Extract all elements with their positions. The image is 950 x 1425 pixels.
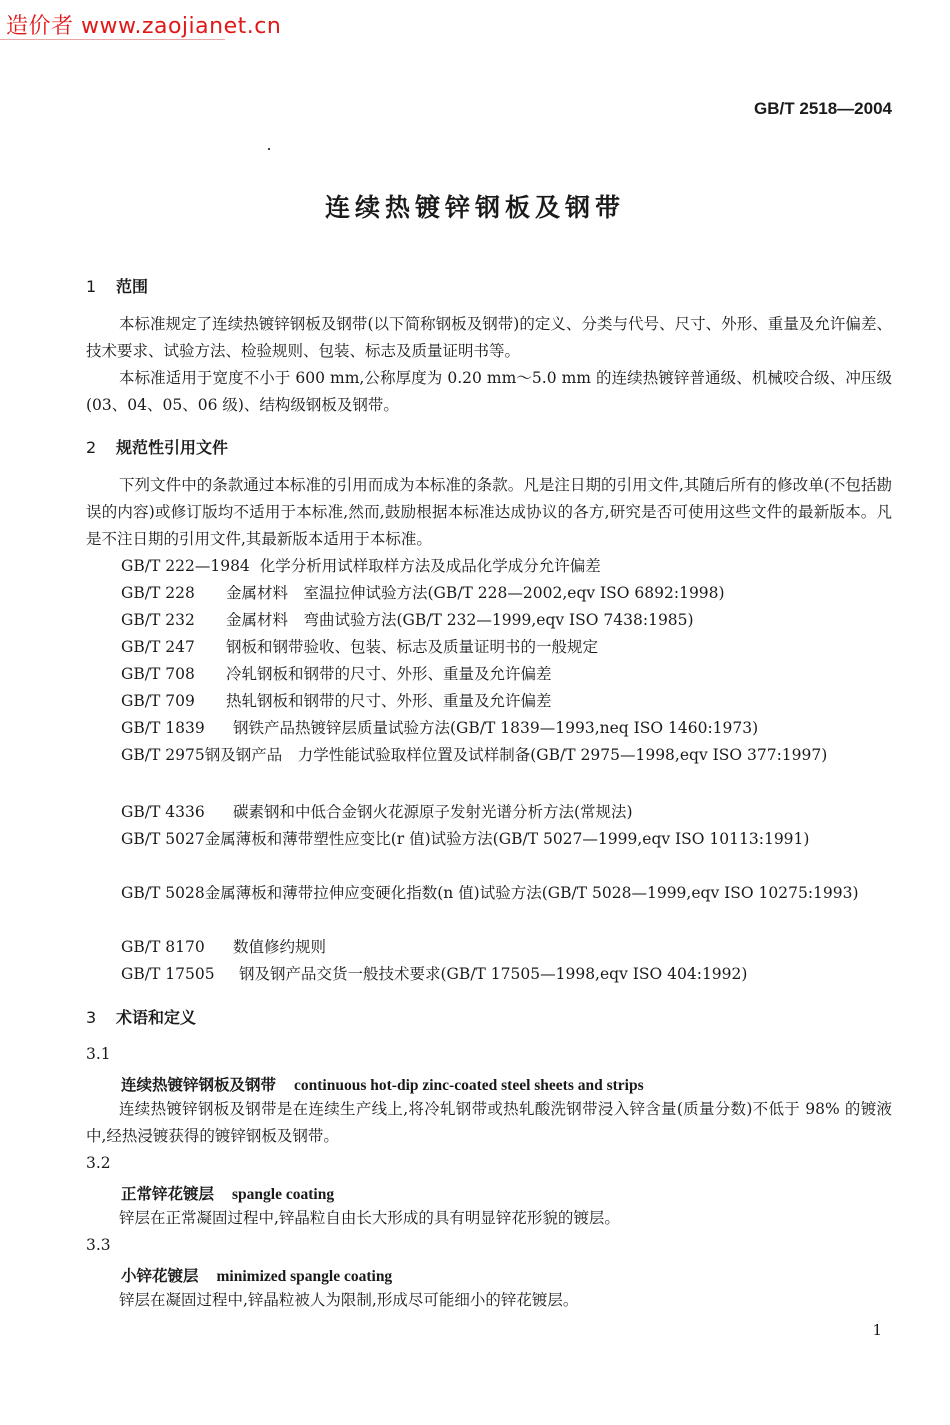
- term-english: continuous hot-dip zinc-coated steel sheets and strips: [294, 1077, 644, 1094]
- term-heading: [121, 1182, 334, 1204]
- reference-item: [121, 580, 725, 607]
- reference-code: GB/T 1839: [121, 719, 205, 737]
- reference-item: [121, 934, 326, 961]
- term-number: 3.2: [86, 1154, 111, 1172]
- section-3-heading: [86, 1005, 196, 1028]
- section-2-intro: 下列文件中的条款通过本标准的引用而成为本标准的条款。凡是注日期的引用文件,其随后所有的修改单(不包括勘误的内容)或修订版均不适用于本标准,然而,鼓励根据本标准达成协议的各方,研究是否可使用这些文件的最新版本。凡是不注日期的引用文件,其最新版本适用于本标准。: [86, 476, 892, 548]
- reference-code: GB/T 232: [121, 611, 195, 629]
- term-chinese: 连续热镀锌钢板及钢带: [121, 1076, 277, 1094]
- section-2-heading: [86, 435, 228, 458]
- reference-code: GB/T 2975: [121, 746, 205, 764]
- reference-code: GB/T 228: [121, 584, 195, 602]
- reference-item: [121, 607, 694, 634]
- reference-title: 数值修约规则: [233, 938, 327, 956]
- term-chinese: 正常锌花镀层: [121, 1185, 215, 1203]
- reference-title: 金属材料 弯曲试验方法(GB/T 232—1999,eqv ISO 7438:1985): [226, 611, 694, 629]
- scan-speck: [268, 148, 270, 150]
- reference-title: 钢及钢产品 力学性能试验取样位置及试样制备(GB/T 2975—1998,eqv ISO 377:1997): [204, 746, 828, 764]
- section-2-number: 2: [86, 438, 97, 457]
- reference-item: [86, 880, 892, 907]
- term-definition: 连续热镀锌钢板及钢带是在连续生产线上,将冷轧钢带或热轧酸洗钢带浸入锌含量(质量分数)不低于 98% 的镀液中,经热浸镀获得的镀锌钢板及钢带。: [86, 1100, 892, 1145]
- reference-code: GB/T 5027: [121, 830, 205, 848]
- reference-title: 钢铁产品热镀锌层质量试验方法(GB/T 1839—1993,neq ISO 1460:1973): [233, 719, 759, 737]
- section-1-title: 范围: [116, 277, 149, 296]
- reference-item: [86, 742, 892, 769]
- reference-item: [121, 661, 552, 688]
- watermark-divider: [0, 39, 225, 40]
- reference-item: [86, 826, 892, 853]
- reference-item: [121, 634, 598, 661]
- reference-item: [121, 961, 747, 988]
- reference-title: 冷轧钢板和钢带的尺寸、外形、重量及允许偏差: [226, 665, 552, 683]
- section-1-paragraph-1: 本标准规定了连续热镀锌钢板及钢带(以下简称钢板及钢带)的定义、分类与代号、尺寸、外形、重量及允许偏差、技术要求、试验方法、检验规则、包装、标志及质量证明书等。: [86, 315, 892, 360]
- page-number: 1: [872, 1321, 882, 1339]
- reference-title: 金属薄板和薄带拉伸应变硬化指数(n 值)试验方法(GB/T 5028—1999,eqv ISO 10275:1993): [204, 884, 859, 902]
- term-number: 3.3: [86, 1236, 111, 1254]
- term-definition: 锌层在凝固过程中,锌晶粒被人为限制,形成尽可能细小的锌花镀层。: [119, 1291, 579, 1309]
- section-3-number: 3: [86, 1008, 97, 1027]
- page-title: 连续热镀锌钢板及钢带: [324, 193, 625, 222]
- reference-code: GB/T 247: [121, 638, 195, 656]
- reference-code: GB/T 5028: [121, 884, 205, 902]
- reference-code: GB/T 17505: [121, 965, 215, 983]
- term-definition: 锌层在正常凝固过程中,锌晶粒自由长大形成的具有明显锌花形貌的镀层。: [119, 1209, 620, 1227]
- reference-item: [121, 715, 758, 742]
- section-1-paragraph-2: 本标准适用于宽度不小于 600 mm,公称厚度为 0.20 mm～5.0 mm 的连续热镀锌普通级、机械咬合级、冲压级(03、04、05、06 级)、结构级钢板及钢带。: [86, 369, 892, 414]
- reference-code: GB/T 222—1984: [121, 557, 250, 575]
- reference-title: 钢及钢产品交货一般技术要求(GB/T 17505—1998,eqv ISO 404:1992): [239, 965, 748, 983]
- reference-title: 金属薄板和薄带塑性应变比(r 值)试验方法(GB/T 5027—1999,eqv ISO 10113:1991): [204, 830, 810, 848]
- reference-code: GB/T 709: [121, 692, 195, 710]
- watermark: 造价者 www.zaojianet.cn: [6, 14, 282, 39]
- reference-title: 金属材料 室温拉伸试验方法(GB/T 228—2002,eqv ISO 6892:1998): [226, 584, 725, 602]
- term-heading: [121, 1264, 392, 1286]
- term-chinese: 小锌花镀层: [121, 1267, 199, 1285]
- reference-item: [121, 688, 552, 715]
- term-english: spangle coating: [232, 1186, 335, 1203]
- reference-title: 化学分析用试样取样方法及成品化学成分允许偏差: [259, 557, 601, 575]
- reference-item: [121, 799, 633, 826]
- reference-item: [121, 553, 601, 580]
- reference-title: 碳素钢和中低合金钢火花源原子发射光谱分析方法(常规法): [233, 803, 633, 821]
- section-1-heading: [86, 274, 148, 297]
- term-english: minimized spangle coating: [216, 1268, 393, 1285]
- section-2-title: 规范性引用文件: [116, 438, 229, 457]
- reference-code: GB/T 4336: [121, 803, 205, 821]
- reference-code: GB/T 708: [121, 665, 195, 683]
- standard-number: GB/T 2518—2004: [754, 99, 892, 118]
- reference-code: GB/T 8170: [121, 938, 205, 956]
- section-3-title: 术语和定义: [116, 1008, 197, 1027]
- reference-title: 热轧钢板和钢带的尺寸、外形、重量及允许偏差: [226, 692, 552, 710]
- term-heading: [121, 1073, 644, 1095]
- section-1-number: 1: [86, 277, 97, 296]
- reference-title: 钢板和钢带验收、包装、标志及质量证明书的一般规定: [226, 638, 599, 656]
- term-number: 3.1: [86, 1045, 111, 1063]
